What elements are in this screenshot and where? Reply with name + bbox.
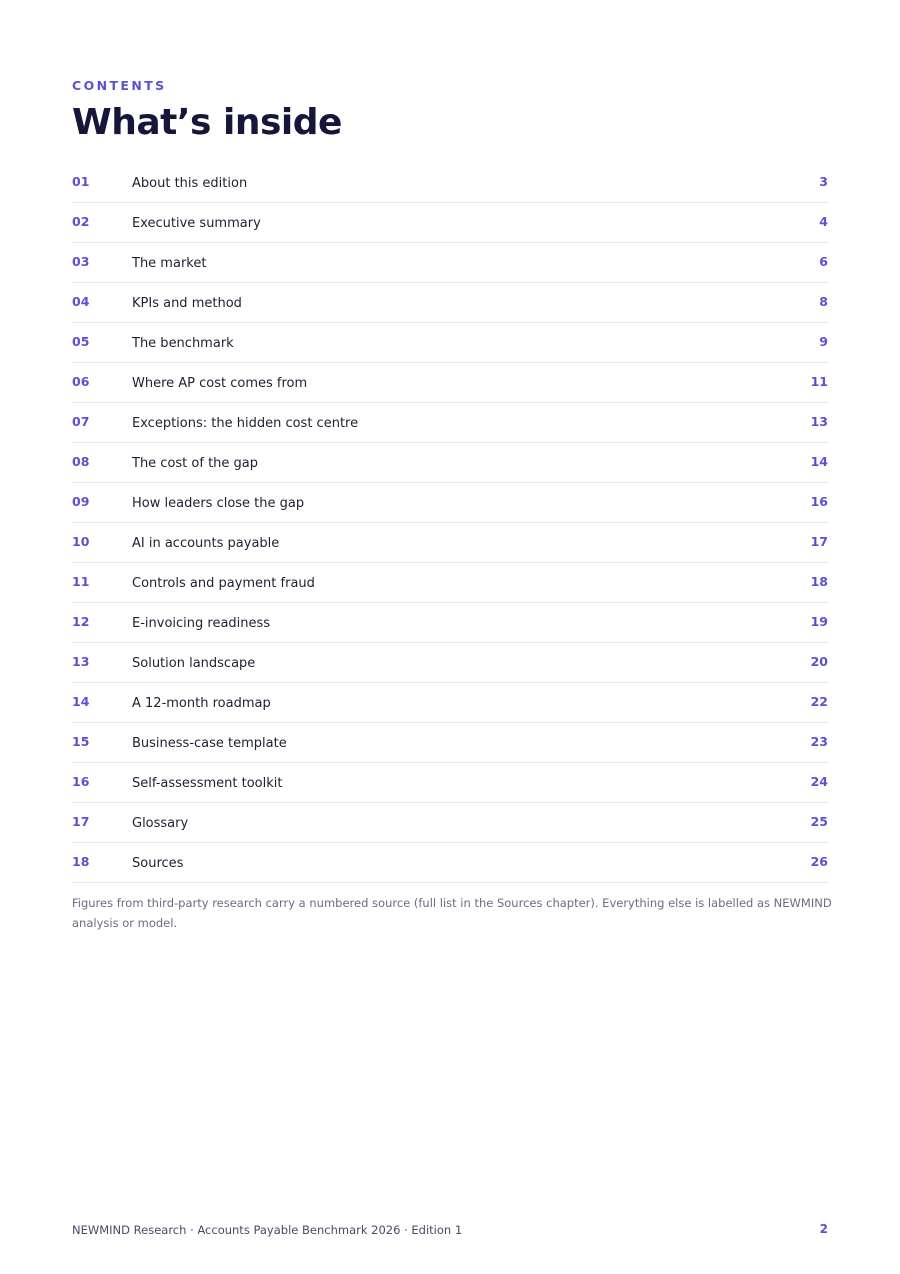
toc-entry-number: 03	[72, 254, 90, 269]
toc-entry-page[interactable]: 25	[810, 814, 828, 829]
toc-entry-number: 06	[72, 374, 90, 389]
toc-entry-label[interactable]: Where AP cost comes from	[132, 375, 308, 391]
toc-entry-page[interactable]: 14	[810, 454, 828, 469]
toc-entry-label[interactable]: About this edition	[132, 175, 248, 191]
toc-entry-number: 01	[72, 174, 90, 189]
toc-entry-page[interactable]: 17	[810, 534, 828, 549]
toc-entry-number: 13	[72, 654, 90, 669]
table-of-contents	[72, 163, 828, 883]
toc-entry-page[interactable]: 20	[810, 654, 828, 669]
toc-entry-page[interactable]: 3	[819, 174, 828, 189]
toc-entry-page[interactable]: 18	[810, 574, 828, 589]
toc-entry-number: 05	[72, 334, 90, 349]
toc-entry[interactable]	[72, 763, 828, 803]
toc-entry-label[interactable]: The market	[132, 255, 207, 271]
toc-entry-number: 12	[72, 614, 90, 629]
toc-entry[interactable]	[72, 683, 828, 723]
toc-entry-page[interactable]: 13	[810, 414, 828, 429]
toc-entry[interactable]	[72, 803, 828, 843]
toc-entry-label[interactable]: The benchmark	[132, 335, 234, 351]
toc-entry-page[interactable]: 19	[810, 614, 828, 629]
toc-entry-label[interactable]: Controls and payment fraud	[132, 575, 315, 591]
toc-entry[interactable]	[72, 523, 828, 563]
toc-entry-label[interactable]: Solution landscape	[132, 655, 256, 671]
toc-entry-label[interactable]: Sources	[132, 855, 184, 871]
page-title: What’s inside	[72, 102, 342, 143]
toc-entry[interactable]	[72, 363, 828, 403]
toc-entry-number: 02	[72, 214, 90, 229]
toc-entry[interactable]	[72, 563, 828, 603]
toc-entry-number: 15	[72, 734, 90, 749]
toc-entry-label[interactable]: KPIs and method	[132, 295, 242, 311]
toc-entry[interactable]	[72, 323, 828, 363]
toc-entry[interactable]	[72, 483, 828, 523]
toc-entry-number: 08	[72, 454, 90, 469]
document-page	[72, 0, 832, 1274]
toc-entry[interactable]	[72, 603, 828, 643]
toc-entry-label[interactable]: Executive summary	[132, 215, 261, 231]
toc-entry-label[interactable]: A 12-month roadmap	[132, 695, 271, 711]
toc-entry-page[interactable]: 4	[819, 214, 828, 229]
toc-entry-number: 18	[72, 854, 90, 869]
footer-text: NEWMIND Research · Accounts Payable Benchmark 2026 · Edition 1	[72, 1223, 463, 1237]
toc-entry[interactable]	[72, 283, 828, 323]
toc-entry-number: 07	[72, 414, 90, 429]
toc-entry-page[interactable]: 26	[810, 854, 828, 869]
footer-page-number: 2	[819, 1222, 828, 1236]
toc-entry-number: 04	[72, 294, 90, 309]
toc-entry-label[interactable]: AI in accounts payable	[132, 535, 280, 551]
toc-entry[interactable]	[72, 243, 828, 283]
toc-entry[interactable]	[72, 403, 828, 443]
toc-entry-page[interactable]: 23	[810, 734, 828, 749]
toc-entry-label[interactable]: The cost of the gap	[132, 455, 259, 471]
toc-entry-number: 09	[72, 494, 90, 509]
sources-note: Figures from third-party research carry a numbered source (full list in the Sources chapter). Everything else is labelled as NEWMIND analysis or model.	[72, 896, 832, 930]
toc-entry[interactable]	[72, 443, 828, 483]
toc-entry-page[interactable]: 16	[810, 494, 828, 509]
toc-entry-page[interactable]: 24	[810, 774, 828, 789]
toc-entry[interactable]	[72, 723, 828, 763]
toc-entry-number: 10	[72, 534, 90, 549]
toc-entry-label[interactable]: Glossary	[132, 815, 189, 831]
toc-entry[interactable]	[72, 843, 828, 883]
toc-entry-label[interactable]: E-invoicing readiness	[132, 615, 271, 631]
toc-entry[interactable]	[72, 163, 828, 203]
toc-entry-label[interactable]: Business-case template	[132, 735, 287, 751]
toc-entry-number: 11	[72, 574, 90, 589]
toc-entry-page[interactable]: 9	[819, 334, 828, 349]
toc-entry[interactable]	[72, 203, 828, 243]
toc-entry-page[interactable]: 11	[810, 374, 828, 389]
toc-entry-number: 16	[72, 774, 90, 789]
toc-entry-label[interactable]: How leaders close the gap	[132, 495, 305, 511]
toc-entry-label[interactable]: Self-assessment toolkit	[132, 775, 283, 791]
section-eyebrow: CONTENTS	[72, 78, 167, 93]
toc-entry-page[interactable]: 8	[819, 294, 828, 309]
toc-entry-page[interactable]: 22	[810, 694, 828, 709]
toc-entry-page[interactable]: 6	[819, 254, 828, 269]
toc-entry-label[interactable]: Exceptions: the hidden cost centre	[132, 415, 359, 431]
toc-entry-number: 14	[72, 694, 90, 709]
toc-entry-number: 17	[72, 814, 90, 829]
toc-entry[interactable]	[72, 643, 828, 683]
